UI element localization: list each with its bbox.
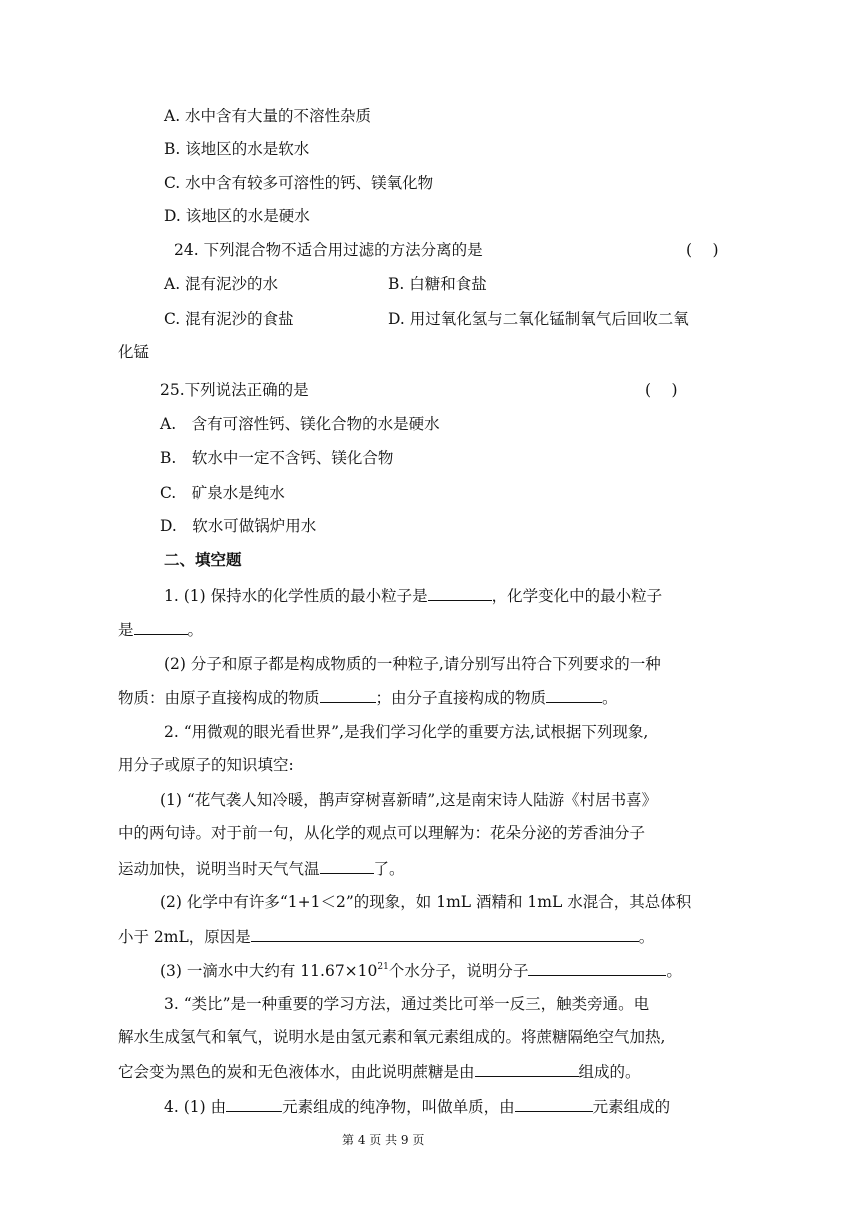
f1-l1-text-b: ，化学变化中的最小粒子 [491,587,663,605]
q24-option-d-continued: 化锰 [118,343,150,361]
q25-option-d: D. 软水可做锅炉用水 [160,517,317,535]
q25-option-b: B. 软水中一定不含钙、镁化合物 [160,449,394,467]
answer-blank[interactable] [320,687,376,703]
f3-l3-text-a: 它会变为黑色的炭和无色液体水，由此说明蔗糖是由 [118,1063,475,1081]
f2-l7-text-a: 小于 2mL，原因是 [118,928,251,946]
q23-option-c: C. 水中含有较多可溶性的钙、镁氧化物 [164,174,434,192]
f2-l8-text-c: 。 [666,962,682,980]
q25-stem: 25.下列说法正确的是 [160,381,309,399]
answer-blank[interactable] [528,960,666,976]
answer-blank[interactable] [226,1096,282,1112]
f2-l8-text-b: 个水分子，说明分子 [388,962,529,980]
f2-line-5 [118,858,405,879]
q24-answer-paren: ( ) [686,241,719,259]
f1-l2-text-b: 。 [187,621,204,639]
f4-l1-text-a: 4. (1) 由 [164,1098,227,1116]
f1-l1-text-a: 1. (1) 保持水的化学性质的最小粒子是 [164,587,428,605]
f2-line-1: 2. “用微观的眼光看世界”,是我们学习化学的重要方法,试根据下列现象, [164,723,649,741]
f3-l3-text-b: 组成的。 [578,1063,641,1081]
exponent: 21 [377,962,389,972]
f2-line-2: 用分子或原子的知识填空: [118,756,294,774]
f1-l2-text-a: 是 [118,621,134,639]
f1-l4-text-b: ；由分子直接构成的物质 [375,689,547,707]
q25-answer-paren: ( ) [645,381,678,399]
f1-line-1 [164,585,662,606]
answer-blank[interactable] [546,687,602,703]
f2-l7-text-b: 。 [638,928,655,946]
f3-line-3 [118,1061,641,1082]
q24-option-d: D. 用过氧化氢与二氧化锰制氧气后回收二氧 [388,310,689,328]
f3-line-2: 解水生成氢气和氧气，说明水是由氢元素和氧元素组成的。将蔗糖隔绝空气加热, [118,1028,666,1046]
f3-line-1: 3. “类比”是一种重要的学习方法，通过类比可举一反三，触类旁通。电 [164,995,650,1013]
f4-line-1 [164,1096,670,1117]
f2-line-8 [160,960,682,981]
answer-blank[interactable] [475,1061,579,1077]
f4-l1-text-b: 元素组成的纯净物，叫做单质，由 [282,1098,515,1116]
f1-l4-text-c: 。 [602,689,618,707]
f1-line-4 [118,687,618,708]
answer-blank[interactable] [428,585,492,601]
f2-line-6: (2) 化学中有许多“1+1＜2”的现象，如 1mL 酒精和 1mL 水混合，其总体积 [160,893,692,911]
q25-option-a: A. 含有可溶性钙、镁化合物的水是硬水 [160,415,440,433]
f2-line-4: 中的两句诗。对于前一句，从化学的观点可以理解为：花朵分泌的芳香油分子 [118,824,646,842]
q24-stem: 24. 下列混合物不适合用过滤的方法分离的是 [174,241,483,259]
f2-l8-text-a: (3) 一滴水中大约有 11.67×10 [160,962,378,980]
q24-option-b: B. 白糖和食盐 [388,275,487,293]
f2-l5-text-b: 了。 [373,860,405,878]
q23-option-d: D. 该地区的水是硬水 [164,207,310,225]
answer-blank[interactable] [251,926,639,942]
answer-blank[interactable] [320,858,374,874]
f1-line-3: (2) 分子和原子都是构成物质的一种粒子,请分别写出符合下列要求的一种 [164,655,661,673]
page-footer: 第 4 页 共 9 页 [342,1133,425,1147]
f1-l4-text-a: 物质：由原子直接构成的物质 [118,689,320,707]
q25-option-c: C. 矿泉水是纯水 [160,484,285,502]
q24-option-a: A. 混有泥沙的水 [164,275,279,293]
q23-option-a: A. 水中含有大量的不溶性杂质 [164,107,372,125]
f1-line-2 [118,619,203,640]
f2-l5-text-a: 运动加快，说明当时天气气温 [118,860,320,878]
q24-option-c: C. 混有泥沙的食盐 [164,310,294,328]
f2-line-7 [118,926,654,947]
q23-option-b: B. 该地区的水是软水 [164,140,310,158]
answer-blank[interactable] [134,619,188,635]
f2-line-3: (1) “花气袭人知冷暖，鹊声穿树喜新晴”,这是南宋诗人陆游《村居书喜》 [160,791,658,809]
section-title: 二、填空题 [164,550,242,569]
f4-l1-text-c: 元素组成的 [592,1098,671,1116]
answer-blank[interactable] [515,1096,593,1112]
